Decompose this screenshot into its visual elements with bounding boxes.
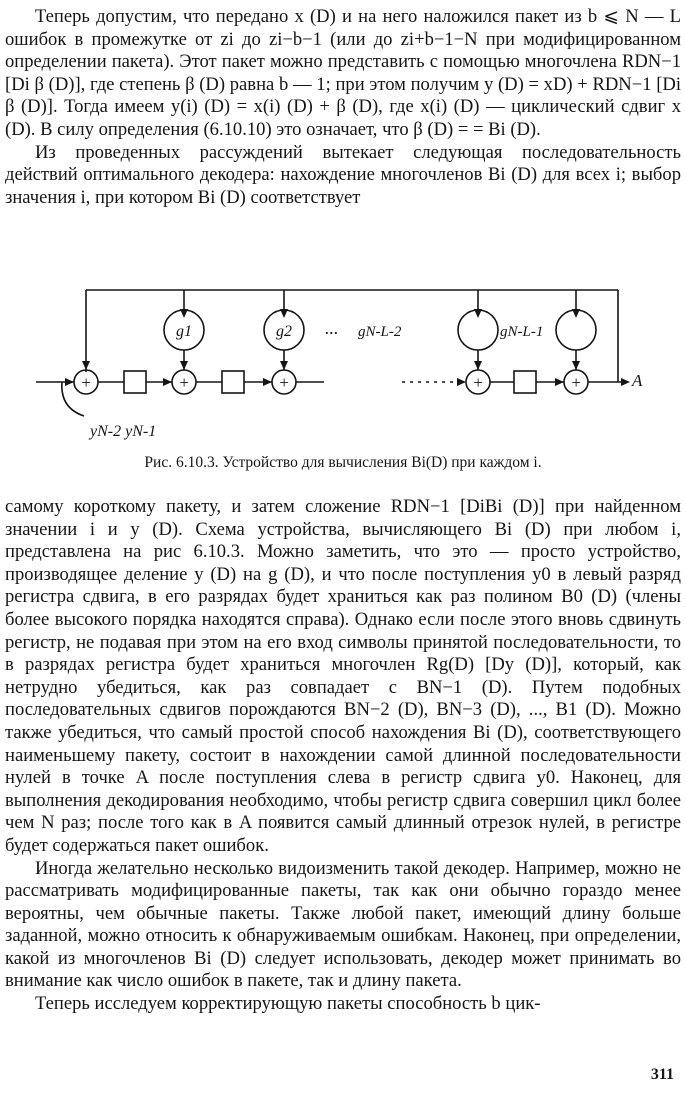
ellipsis-dots: ...	[325, 318, 339, 338]
label-g2: g2	[276, 323, 292, 340]
label-gN-L-1: gN-L-1	[500, 324, 544, 340]
adder-plus: +	[472, 373, 484, 392]
adder-plus: +	[570, 373, 582, 392]
shift-register-diagram	[0, 258, 686, 458]
paragraph-2: Из проведенных рассуждений вытекает следующая последовательность действий оптимального декодера: нахождение многочленов Bi (D) для всех i; выбор значения i, при котором Bi (D) соответствует	[5, 141, 681, 208]
text-block-bottom	[5, 496, 681, 1016]
adder-plus: +	[278, 373, 290, 392]
label-g1: g1	[176, 323, 192, 340]
input-labels: yN-2 yN-1	[90, 423, 157, 440]
text-block-top	[5, 6, 681, 209]
paragraph-4: Иногда желательно несколько видоизменить такой декодер. Например, можно не рассматривать модифицированные пакеты, так как они обычно гораздо менее вероятны, чем обычные пакеты. Также любой пакет, имеющий длину больше заданной, можно относить к обнаруживаемым ошибкам. Наконец, при определении, какой из многочленов Bi (D) следует использовать, декодер может принимать во внимание как число ошибок в пакете, так и длину пакета.	[5, 857, 681, 992]
label-gN-L-2: gN-L-2	[358, 324, 402, 340]
output-label-A: A	[632, 371, 643, 390]
paragraph-5: Теперь исследуем корректирующую пакеты способность b цик-	[35, 993, 541, 1015]
page-number: 311	[650, 1066, 674, 1083]
adder-plus: +	[178, 373, 190, 392]
figure-caption: Рис. 6.10.3. Устройство для вычисления Bi(D) при каждом i.	[144, 454, 542, 471]
adder-plus: +	[80, 373, 92, 392]
paragraph-1: Теперь допустим, что передано x (D) и на него наложился пакет из b ⩽ N — L ошибок в промежутке от zi до zi−b−1 (или до zi+b−1−N при модифицированном определении пакета). Этот пакет можно представить с помощью многочлена RDN−1 [Di β (D)], где степень β (D) равна b — 1; при этом получим y (D) = xD) + RDN−1 [Di β (D)]. Тогда имеем y(i) (D) = x(i) (D) + β (D), где x(i) (D) — циклический сдвиг x (D). В силу определения (6.10.10) это означает, что β (D) = = Bi (D).	[5, 6, 681, 140]
paragraph-3: самому короткому пакету, и затем сложение RDN−1 [DiBi (D)] при найденном значении i и y (D). Схема устройства, вычисляющего Bi (D) при любом i, представлена на рис 6.10.3. Можно заметить, что это — просто устройство, производящее деление y (D) на g (D), и что после поступления y0 в левый разряд регистра сдвига, в его разрядах будет храниться как раз полином B0 (D) (члены более высокого порядка находятся справа). Однако если после этого вновь сдвинуть регистр, не подавая при этом на его вход символы принятой последовательности, то в разрядах регистра будет храниться многочлен Rg(D) [Dy (D)], который, как нетрудно убедиться, как раз совпадает с BN−1 (D). Путем подобных последовательных сдвигов порождаются BN−2 (D), BN−3 (D), ..., B1 (D). Можно также убедиться, что самый простой способ нахождения Bi (D), соответствующего наименьшему пакету, состоит в нахождении самой длинной последовательности нулей в точке A после поступления слева в регистр сдвига y0. Наконец, для выполнения декодирования необходимо, чтобы регистр сдвига совершил цикл более чем N раз; после того как в A появится самый длинный отрезок нулей, в регистре будет содержаться пакет ошибок.	[5, 496, 681, 856]
